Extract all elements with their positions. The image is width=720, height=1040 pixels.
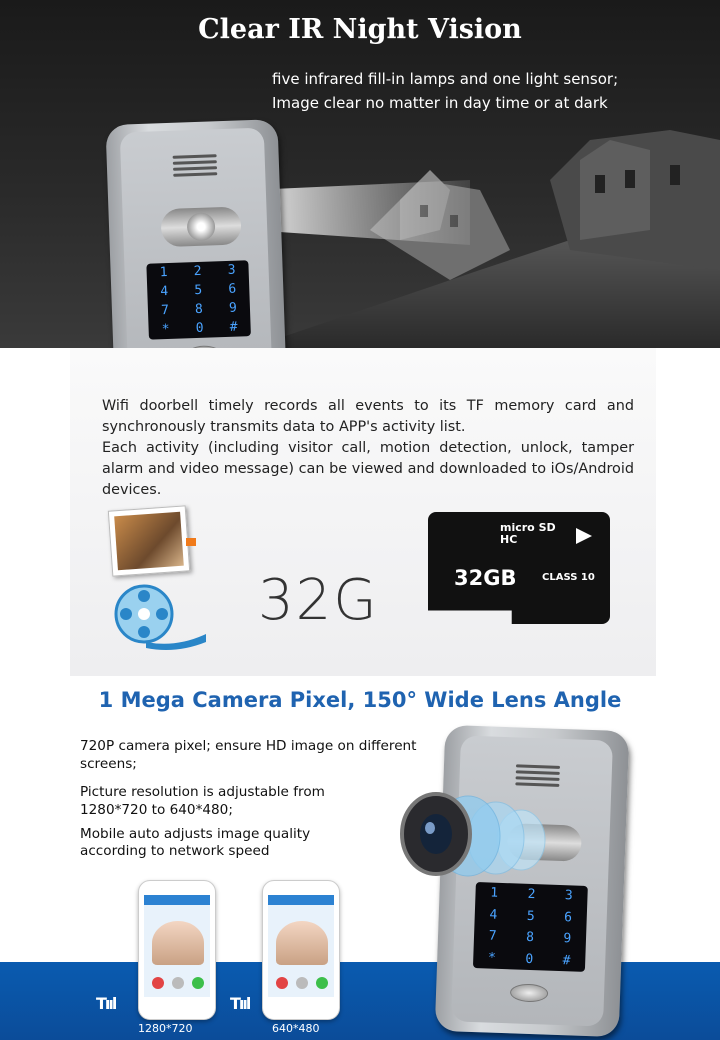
sd-card-class: CLASS 10	[542, 572, 595, 583]
key-7: 7	[488, 928, 497, 945]
page-title: Clear IR Night Vision	[198, 14, 522, 45]
badge-icon	[186, 538, 196, 546]
camera-text-3b: according to network speed	[80, 843, 270, 859]
key-star: *	[487, 950, 497, 966]
recording-paragraph-2: Each activity (including visitor call, motion detection, unlock, tamper alarm and video message) can be viewed and downloaded to iOs/Android devices.	[102, 440, 634, 498]
speaker-grille	[172, 151, 217, 180]
phone-sd-icon	[262, 880, 340, 1020]
key-5: 5	[526, 908, 535, 924]
key-9: 9	[228, 300, 238, 316]
night-street-image	[250, 120, 720, 348]
sd-card-size: 32GB	[454, 566, 517, 590]
camera-text-2a: Picture resolution is adjustable from	[80, 784, 325, 800]
camera-lens-icon	[160, 206, 241, 247]
camera-text-3a: Mobile auto adjusts image quality	[80, 826, 311, 842]
storage-capacity-label: 32G	[258, 568, 379, 633]
key-star: *	[161, 321, 170, 338]
touch-keypad-2	[473, 882, 588, 972]
key-5: 5	[194, 282, 203, 299]
key-hash: #	[229, 319, 238, 335]
night-feature-line-2: Image clear no matter in day time or at dark	[272, 94, 608, 112]
key-6: 6	[563, 909, 573, 926]
key-8: 8	[194, 301, 204, 318]
camera-text-1b: screens;	[80, 756, 137, 772]
camera-text-2b: 1280*720 to 640*480;	[80, 802, 233, 818]
phone-hd-icon	[138, 880, 216, 1020]
touch-keypad	[146, 260, 251, 340]
resolution-low-label: 640*480	[272, 1022, 320, 1035]
wide-lens-icon	[396, 790, 556, 890]
speaker-grille-2	[515, 761, 560, 790]
key-3: 3	[227, 262, 236, 278]
key-1: 1	[490, 885, 499, 902]
sd-card-brand: micro SD HC	[500, 521, 556, 546]
signal-weak-icon: Tııl	[230, 994, 250, 1013]
night-feature-line-1: five infrared fill-in lamps and one light sensor;	[272, 70, 619, 88]
doorbell-device	[105, 119, 286, 387]
camera-text-1a: 720P camera pixel; ensure HD image on different	[80, 738, 417, 754]
camera-heading: 1 Mega Camera Pixel, 150° Wide Lens Angle	[98, 688, 622, 712]
key-0: 0	[525, 951, 534, 967]
play-triangle-icon	[576, 528, 592, 544]
key-8: 8	[525, 930, 535, 946]
signal-strong-icon: Tııl	[96, 994, 116, 1013]
key-9: 9	[563, 931, 572, 947]
key-4: 4	[489, 907, 498, 923]
key-2: 2	[527, 887, 536, 903]
key-4: 4	[160, 283, 169, 300]
resolution-high-label: 1280*720	[138, 1022, 193, 1035]
key-7: 7	[160, 302, 170, 319]
key-2: 2	[193, 263, 202, 280]
logo-icon-2	[510, 983, 549, 1002]
key-1: 1	[159, 265, 168, 281]
key-hash: #	[562, 952, 571, 969]
recording-paragraph-1: Wifi doorbell timely records all events to its TF memory card and synchronously transmits data to APP's activity list.	[102, 398, 634, 435]
key-0: 0	[195, 320, 204, 337]
film-reel-icon	[106, 582, 210, 652]
key-3: 3	[564, 888, 573, 904]
photo-icon	[108, 505, 190, 576]
key-6: 6	[228, 281, 237, 297]
